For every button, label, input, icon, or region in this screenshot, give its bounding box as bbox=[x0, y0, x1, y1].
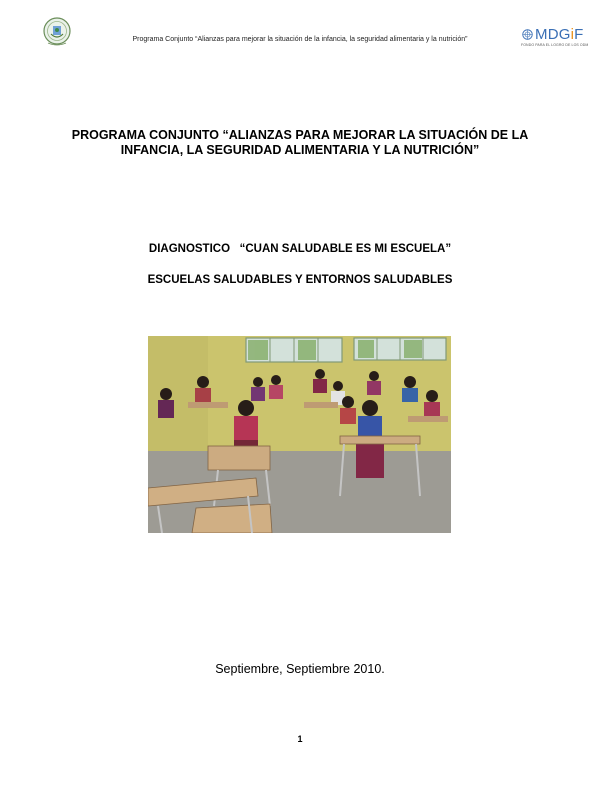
page-header bbox=[0, 0, 600, 60]
guatemala-seal-icon bbox=[42, 16, 72, 48]
classroom-photo bbox=[148, 336, 451, 533]
document-date: Septiembre, Septiembre 2010. bbox=[215, 662, 385, 676]
mdgif-wordmark bbox=[535, 26, 584, 43]
mdgif-word-end: F bbox=[574, 26, 584, 43]
header-text: Programa Conjunto “Alianzas para mejorar la situación de la infancia, la seguridad alimentaria y la nutrición” bbox=[132, 36, 468, 43]
document-title: PROGRAMA CONJUNTO “ALIANZAS PARA MEJORAR LA SITUACIÓN DE LA INFANCIA, LA SEGURIDAD ALIMENTARIA Y LA NUTRICIÓN” bbox=[71, 128, 529, 157]
schools-subtitle: ESCUELAS SALUDABLES Y ENTORNOS SALUDABLES bbox=[147, 274, 453, 286]
page-number: 1 bbox=[297, 734, 303, 744]
mdgif-tagline: FONDO PARA EL LOGRO DE LOS ODM bbox=[521, 43, 589, 47]
mdgif-word-main: MDG bbox=[535, 26, 571, 43]
un-emblem-icon bbox=[522, 29, 533, 40]
mdgif-logo bbox=[518, 26, 588, 52]
mdgif-word-accent: i bbox=[570, 26, 575, 43]
diagnostic-subtitle: DIAGNOSTICO “CUAN SALUDABLE ES MI ESCUELA” bbox=[148, 243, 452, 255]
